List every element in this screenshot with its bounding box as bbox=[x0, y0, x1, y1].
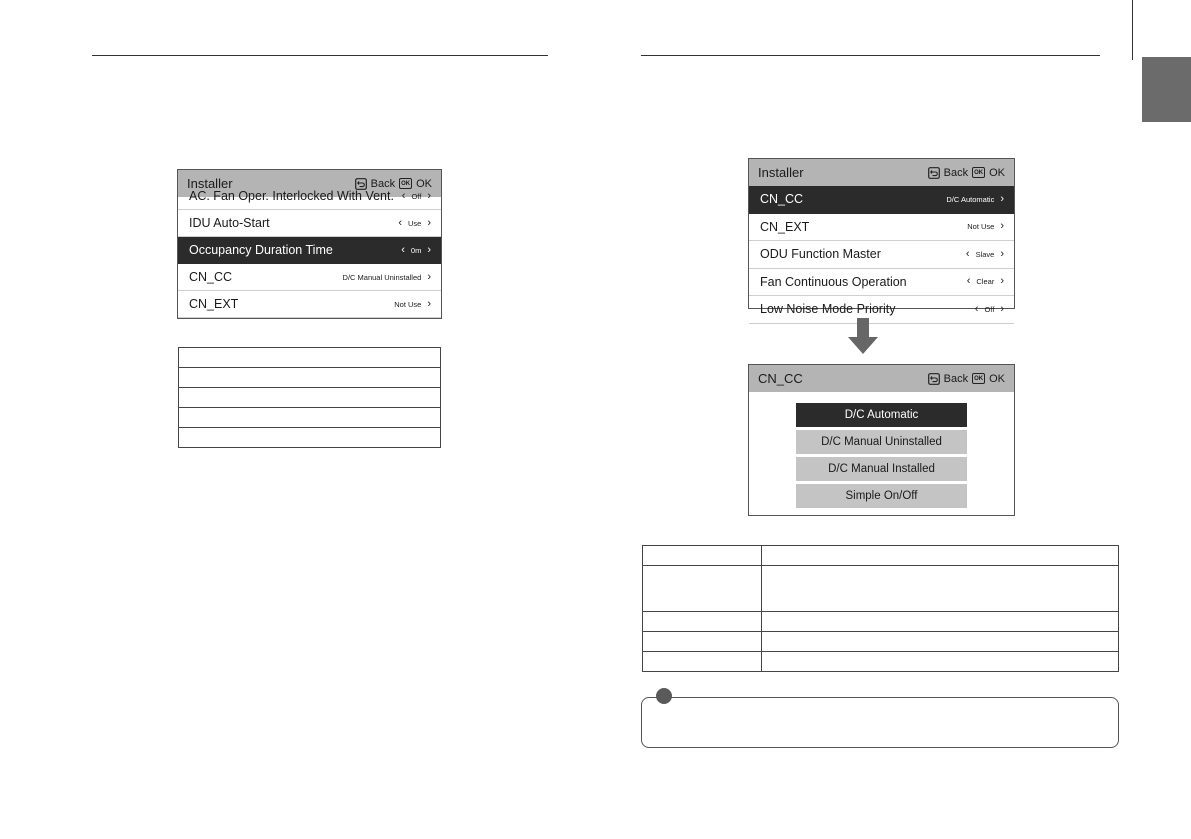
setting-row[interactable] bbox=[749, 296, 1014, 324]
setting-value: Clear bbox=[976, 277, 995, 287]
note-header-gap bbox=[690, 696, 1116, 697]
chevron-right-icon[interactable]: › bbox=[1000, 192, 1004, 205]
back-icon[interactable] bbox=[928, 167, 940, 179]
note-icon bbox=[656, 688, 672, 704]
table-row bbox=[179, 388, 441, 408]
table-row bbox=[643, 612, 1119, 632]
chevron-right-icon[interactable]: › bbox=[1000, 302, 1004, 315]
back-label[interactable]: Back bbox=[943, 166, 969, 179]
back-label[interactable]: Back bbox=[370, 177, 396, 190]
setting-label: Occupancy Duration Time bbox=[189, 243, 333, 257]
back-icon[interactable] bbox=[928, 373, 940, 385]
setting-value: Not Use bbox=[967, 222, 995, 232]
right-header-rule bbox=[641, 55, 1100, 56]
table-row bbox=[643, 566, 1119, 612]
ok-icon[interactable]: OK bbox=[972, 167, 985, 178]
option-item[interactable]: D/C Manual Installed bbox=[796, 457, 967, 481]
setting-label: CN_CC bbox=[189, 270, 233, 284]
cn-cc-screen bbox=[748, 364, 1015, 516]
table-row bbox=[643, 546, 1119, 566]
option-item[interactable]: D/C Manual Uninstalled bbox=[796, 430, 967, 454]
left-header-rule bbox=[92, 55, 548, 56]
chevron-left-icon[interactable]: ‹ bbox=[965, 247, 970, 260]
chevron-right-icon[interactable]: › bbox=[1000, 275, 1004, 288]
chevron-left-icon[interactable]: ‹ bbox=[398, 216, 402, 229]
note-box bbox=[641, 697, 1119, 748]
screen-header bbox=[749, 365, 1014, 392]
setting-value: Off bbox=[984, 304, 995, 314]
setting-row[interactable] bbox=[178, 264, 441, 291]
setting-row[interactable] bbox=[749, 241, 1014, 269]
chevron-right-icon[interactable]: › bbox=[427, 270, 431, 283]
chevron-right-icon[interactable]: › bbox=[1000, 220, 1004, 233]
setting-row[interactable] bbox=[178, 237, 441, 264]
back-label[interactable]: Back bbox=[943, 372, 969, 385]
setting-label: IDU Auto-Start bbox=[189, 216, 270, 230]
installer-screen-right bbox=[748, 158, 1015, 317]
ok-icon[interactable]: OK bbox=[972, 373, 985, 384]
setting-value: 0m bbox=[410, 245, 422, 255]
chevron-right-icon[interactable]: › bbox=[1000, 247, 1004, 260]
setting-label: ODU Function Master bbox=[760, 247, 881, 262]
option-item[interactable]: D/C Automatic bbox=[796, 403, 967, 427]
chevron-right-icon[interactable]: › bbox=[427, 189, 431, 202]
setting-value: Slave bbox=[975, 249, 995, 259]
setting-row[interactable] bbox=[178, 291, 441, 318]
setting-label: CN_CC bbox=[760, 192, 804, 207]
chevron-left-icon[interactable]: ‹ bbox=[401, 243, 405, 256]
setting-row[interactable] bbox=[749, 214, 1014, 242]
table-row bbox=[179, 348, 441, 368]
chevron-left-icon[interactable]: ‹ bbox=[974, 302, 979, 315]
setting-value: Use bbox=[407, 218, 422, 228]
setting-row[interactable] bbox=[749, 186, 1014, 214]
setting-value: D/C Manual Uninstalled bbox=[342, 272, 422, 282]
down-arrow-icon bbox=[848, 318, 878, 355]
left-description-table bbox=[178, 347, 441, 448]
setting-row[interactable] bbox=[749, 269, 1014, 297]
chevron-right-icon[interactable]: › bbox=[427, 216, 431, 229]
setting-value: Off bbox=[411, 191, 422, 201]
ok-label[interactable]: OK bbox=[989, 372, 1005, 385]
setting-value: D/C Automatic bbox=[946, 194, 995, 204]
installer-screen-left bbox=[177, 169, 442, 319]
table-row bbox=[643, 632, 1119, 652]
setting-label: AC. Fan Oper. Interlocked With Vent. bbox=[189, 189, 394, 203]
setting-value: Not Use bbox=[394, 299, 422, 309]
setting-label: Low Noise Mode Priority bbox=[760, 302, 896, 317]
page-edge-line bbox=[1132, 0, 1133, 60]
chevron-right-icon[interactable]: › bbox=[427, 297, 431, 310]
table-row bbox=[643, 652, 1119, 672]
ok-label[interactable]: OK bbox=[416, 177, 432, 190]
chapter-tab-marker bbox=[1142, 57, 1191, 122]
option-list bbox=[796, 403, 967, 511]
screen-header bbox=[749, 159, 1014, 186]
chevron-left-icon[interactable]: ‹ bbox=[401, 189, 406, 202]
right-description-table bbox=[642, 545, 1119, 672]
ok-icon[interactable]: OK bbox=[399, 178, 412, 189]
screen-title: Installer bbox=[758, 165, 804, 180]
setting-label: CN_EXT bbox=[189, 297, 239, 311]
screen-title: Installer bbox=[187, 176, 233, 191]
chevron-right-icon[interactable]: › bbox=[427, 243, 431, 256]
table-row bbox=[179, 368, 441, 388]
option-item[interactable]: Simple On/Off bbox=[796, 484, 967, 508]
table-row bbox=[179, 408, 441, 428]
screen-title: CN_CC bbox=[758, 371, 803, 386]
setting-row[interactable] bbox=[178, 183, 441, 210]
setting-label: CN_EXT bbox=[760, 219, 810, 234]
chevron-left-icon[interactable]: ‹ bbox=[966, 275, 971, 288]
ok-label[interactable]: OK bbox=[989, 166, 1005, 179]
table-row bbox=[179, 428, 441, 448]
setting-row[interactable] bbox=[178, 210, 441, 237]
setting-label: Fan Continuous Operation bbox=[760, 274, 907, 289]
